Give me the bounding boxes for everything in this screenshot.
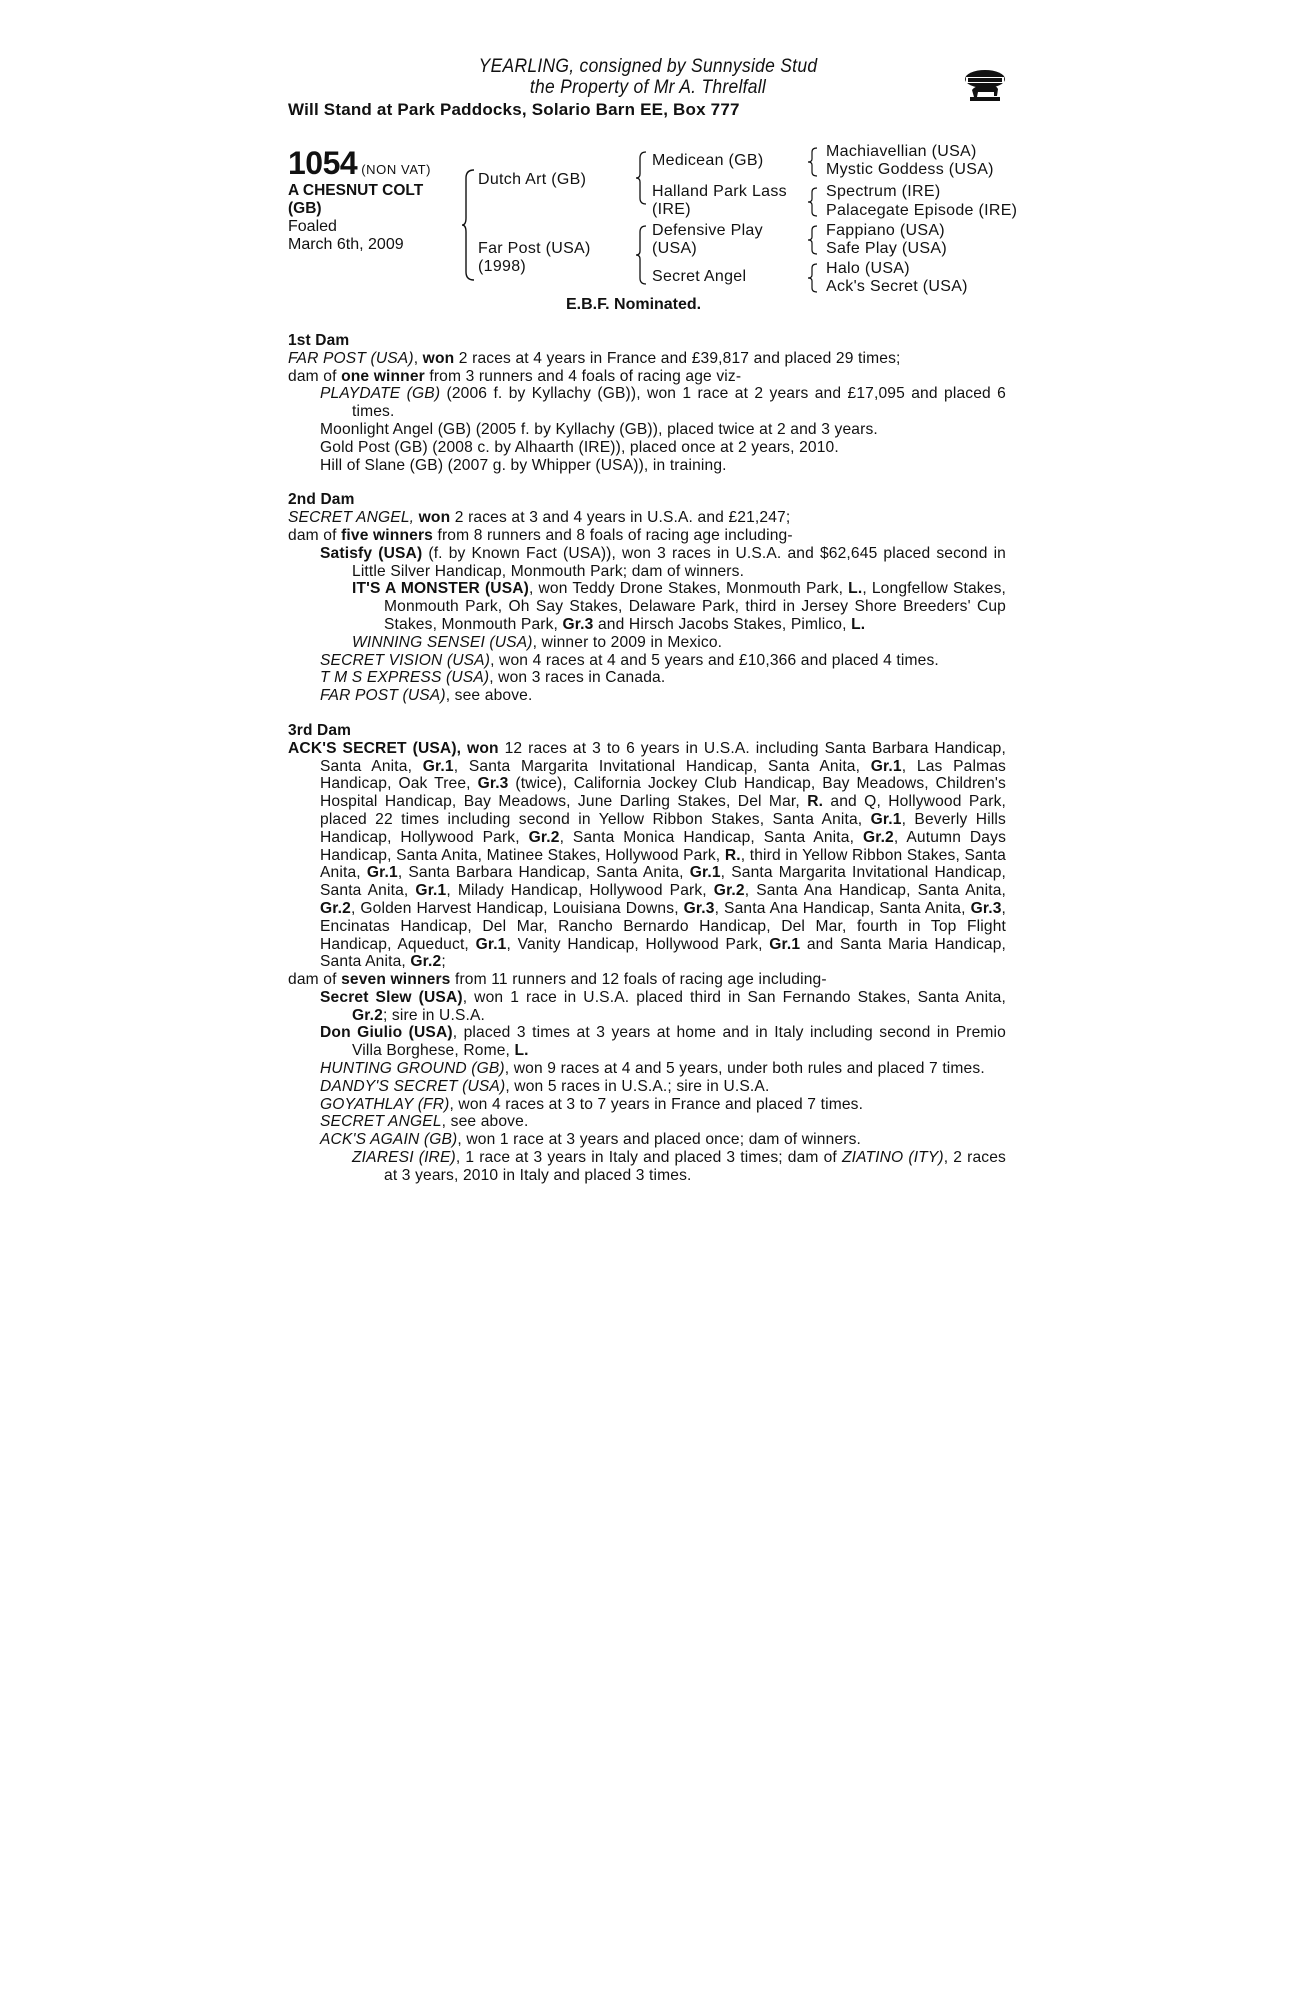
text-run: Gr.1 xyxy=(475,935,507,953)
vat-status: (NON VAT) xyxy=(361,162,432,177)
text-run: , Santa Monica Handicap, Santa Anita, xyxy=(559,828,855,846)
third-dam-line xyxy=(288,740,1006,971)
text-run: Gr.1 xyxy=(689,864,721,882)
text-run: , placed 3 times at 3 years at home and in Italy including second in Premio Villa Borghese, Rome, xyxy=(352,1024,1006,1060)
text-run: , won 4 races at 4 and 5 years and £10,366 and placed 4 times. xyxy=(490,651,939,669)
first-dam-produce-line xyxy=(288,368,1006,386)
pedigree-dam: Far Post (USA) xyxy=(478,240,591,257)
first-dam-record: 2 races at 4 years in France and £39,817 and placed 29 times; xyxy=(458,349,901,367)
text-run: (twice), California Jockey Club Handicap, Bay Meadows, Children's Hospital Handicap, Bay Meadows, June Darling Stakes, Del Mar, xyxy=(320,775,1007,811)
text-run: (2006 f. by Kyllachy (GB)), won 1 race at 2 years and £17,095 and placed 6 times. xyxy=(352,385,1006,421)
pedigree-g4: Palacegate Episode (IRE) xyxy=(826,202,1018,219)
text-run: five winners xyxy=(341,526,433,544)
pedigree-sire: Dutch Art (GB) xyxy=(478,171,587,188)
pedigree-g3: Spectrum (IRE) xyxy=(826,183,941,200)
text-run: , Santa Barbara Handicap, Santa Anita, xyxy=(397,864,684,882)
text-run: , Beverly Hills Handicap, Hollywood Park, xyxy=(320,810,1006,846)
text-run: and Hirsch Jacobs Stakes, Pimlico, xyxy=(597,615,847,633)
pedigree-g2: Mystic Goddess (USA) xyxy=(826,161,994,178)
first-dam-heading: 1st Dam xyxy=(288,332,350,349)
text-run: , won 1 race at 3 years and placed once; dam of winners. xyxy=(457,1131,862,1149)
text-run: Gr.3 xyxy=(683,899,715,917)
text-run: Gr.2 xyxy=(410,953,442,971)
text-run: , won 9 races at 4 and 5 years, under both rules and placed 7 times. xyxy=(504,1060,985,1078)
property-line: the Property of Mr A. Threlfall xyxy=(529,77,767,98)
third-dam-entry xyxy=(288,1096,1006,1114)
third-dam-entry xyxy=(288,989,1006,1025)
text-run: , 1 race at 3 years in Italy and placed 3 times; dam of xyxy=(455,1149,837,1167)
text-run: HUNTING GROUND (GB) xyxy=(320,1060,505,1078)
text-run: WINNING SENSEI (USA) xyxy=(352,633,533,651)
consignor-line: YEARLING, consigned by Sunnyside Stud xyxy=(478,56,818,77)
second-dam-produce-line xyxy=(288,527,1006,545)
pedigree-g7: Halo (USA) xyxy=(826,260,910,277)
first-dam-entry: Moonlight Angel (GB) (2005 f. by Kyllachy (GB)), placed twice at 2 and 3 years. xyxy=(320,420,878,438)
text-run: , Santa Ana Handicap, Santa Anita, xyxy=(744,882,1007,900)
foaled-date: March 6th, 2009 xyxy=(288,236,404,253)
first-dam-won: won xyxy=(422,349,455,367)
first-dam-line: FAR POST (USA), won 2 races at 4 years in France and £39,817 and placed 29 times; xyxy=(288,349,901,367)
first-dam-name: FAR POST (USA) xyxy=(288,349,414,367)
pedigree-dam-sire-line2: (USA) xyxy=(652,240,698,257)
pedigree-g5: Fappiano (USA) xyxy=(826,222,945,239)
pedigree-g8: Ack's Secret (USA) xyxy=(826,278,968,295)
text-run: SECRET VISION (USA) xyxy=(320,651,491,669)
text-run: ACK'S SECRET (USA) xyxy=(288,739,457,757)
ebf-nominated: E.B.F. Nominated. xyxy=(566,296,702,313)
text-run: , Santa Margarita Invitational Handicap, Santa Anita, xyxy=(453,757,861,775)
text-run: L. xyxy=(848,580,863,598)
text-run: , Santa Margarita Invitational Handicap, Santa Anita, xyxy=(320,864,1007,900)
first-dam-entry xyxy=(288,385,1006,421)
text-run: , see above. xyxy=(441,1113,529,1131)
text-run: , won 4 races at 3 to 7 years in France and placed 7 times. xyxy=(449,1095,864,1113)
pedigree-dam-dam: Secret Angel xyxy=(652,268,747,285)
text-run: won xyxy=(418,509,451,527)
text-run: seven winners xyxy=(341,971,451,989)
text-run: Gr.1 xyxy=(870,810,902,828)
text-run: dam of xyxy=(288,971,337,989)
third-dam-entry xyxy=(288,1060,1006,1078)
text-run: PLAYDATE (GB) xyxy=(320,385,441,403)
text-run: from 11 runners and 12 foals of racing age including- xyxy=(454,971,827,989)
second-dam-line xyxy=(288,509,1006,527)
text-run: , Longfellow Stakes, Monmouth Park, Oh Say Stakes, Delaware Park, third in Jersey Shore Breeders' Cup Stakes, Monmouth Park, xyxy=(384,580,1007,633)
pedigree-brace-g3 xyxy=(808,224,818,256)
text-run: Gr.1 xyxy=(422,757,454,775)
second-dam-sub-entry xyxy=(288,580,1006,633)
text-run: ; xyxy=(441,953,446,971)
lot-number-value: 1054 xyxy=(288,145,358,181)
text-run: FAR POST (USA) xyxy=(320,687,446,705)
text-run: , third in Yellow Ribbon Stakes, Santa Anita, xyxy=(320,846,1006,882)
third-dam-heading: 3rd Dam xyxy=(288,721,352,739)
pedigree-g1: Machiavellian (USA) xyxy=(826,143,977,160)
text-run: 2 races at 3 and 4 years in U.S.A. and £21,247; xyxy=(454,509,791,527)
text-run: , won 1 race in U.S.A. placed third in San Fernando Stakes, Santa Anita, xyxy=(462,988,1006,1006)
horse-country: (GB) xyxy=(288,200,322,217)
lot-description xyxy=(288,182,423,254)
text-run: IT'S A MONSTER (USA) xyxy=(352,580,529,598)
horse-name: A CHESNUT COLT xyxy=(288,182,424,199)
text-run: ZIATINO (ITY) xyxy=(841,1149,944,1167)
text-run: Gr.3 xyxy=(970,899,1002,917)
text-run: R. xyxy=(724,846,741,864)
text-run: ACK'S AGAIN (GB) xyxy=(320,1131,458,1149)
text-run: , winner to 2009 in Mexico. xyxy=(532,633,723,651)
pedigree-brace-g4 xyxy=(808,262,818,294)
text-run: , Santa Ana Handicap, Santa Anita, xyxy=(714,899,966,917)
foaled-label: Foaled xyxy=(288,218,337,235)
text-run: one winner xyxy=(341,367,425,385)
second-dam-entry xyxy=(288,687,1006,705)
pedigree-sire-sire: Medicean (GB) xyxy=(652,152,764,169)
second-dam-entry xyxy=(288,652,1006,670)
text-run: T M S EXPRESS (USA) xyxy=(320,669,490,687)
text-run: , won 5 races in U.S.A.; sire in U.S.A. xyxy=(505,1077,770,1095)
second-dam-sub-entry xyxy=(288,634,1006,652)
pedigree-g6: Safe Play (USA) xyxy=(826,240,947,257)
pedigree-dam-year: (1998) xyxy=(478,258,527,275)
text-run: Gr.3 xyxy=(477,775,509,793)
text-run: Gr.1 xyxy=(870,757,902,775)
second-dam-entry xyxy=(288,669,1006,687)
text-run: R. xyxy=(807,793,824,811)
text-run: dam of xyxy=(288,367,337,385)
third-dam-entry xyxy=(288,1024,1006,1060)
text-run: Gr.2 xyxy=(862,828,894,846)
first-dam-entry: Gold Post (GB) (2008 c. by Alhaarth (IRE)), placed once at 2 years, 2010. xyxy=(320,438,839,456)
text-run: from 3 runners and 4 foals of racing age viz- xyxy=(429,367,742,385)
text-run: and Santa Maria Handicap, Santa Anita, xyxy=(320,935,1007,971)
text-run: , Autumn Days Handicap, Santa Anita, Matinee Stakes, Hollywood Park, xyxy=(320,828,1007,864)
third-dam-entry xyxy=(288,1113,1006,1131)
text-run: Don Giulio (USA) xyxy=(320,1024,453,1042)
text-run: ZIARESI (IRE) xyxy=(352,1149,456,1167)
text-run: L. xyxy=(851,615,866,633)
catalogue-body xyxy=(288,332,1006,1185)
lot-number xyxy=(288,145,431,182)
text-run: Gr.3 xyxy=(562,615,594,633)
text-run: Gr.2 xyxy=(320,899,351,917)
text-run: , see above. xyxy=(445,687,533,705)
text-run: dam of xyxy=(288,526,337,544)
text-run: , Encinatas Handicap, Del Mar, Rancho Bernardo Handicap, Del Mar, fourth in Top Flight Handicap, Aqueduct, xyxy=(320,899,1007,953)
text-run: , Milady Handicap, Hollywood Park, xyxy=(446,882,707,900)
text-run: SECRET ANGEL xyxy=(320,1113,442,1131)
pedigree-brace-sire xyxy=(636,150,648,206)
text-run: (f. by Known Fact (USA)), won 3 races in U.S.A. and $62,645 placed second in Little Silver Handicap, Monmouth Park; dam of winners. xyxy=(352,544,1007,580)
text-run: , won Teddy Drone Stakes, Monmouth Park, xyxy=(529,580,844,598)
second-dam-entry xyxy=(288,545,1006,581)
text-run: L. xyxy=(514,1042,529,1060)
third-dam-entry xyxy=(288,1131,1006,1149)
text-run: , Las Palmas Handicap, Oak Tree, xyxy=(320,757,1007,793)
text-run: Gr.2 xyxy=(352,1006,383,1024)
text-run: Satisfy (USA) xyxy=(320,544,423,562)
auction-logo-icon xyxy=(962,66,1008,106)
text-run: GOYATHLAY (FR) xyxy=(320,1095,450,1113)
text-run: Gr.1 xyxy=(366,864,398,882)
pedigree-sire-dam-line1: Halland Park Lass xyxy=(652,183,787,200)
text-run: Gr.1 xyxy=(769,935,801,953)
text-run: and Q, Hollywood Park, placed 22 times including second in Yellow Ribbon Stakes, Santa Anita, xyxy=(320,793,1006,828)
text-run: Gr.1 xyxy=(415,882,447,900)
text-run: , won 3 races in Canada. xyxy=(489,669,666,687)
text-run: , Vanity Handicap, Hollywood Park, xyxy=(506,935,763,953)
pedigree-dam-sire-line1: Defensive Play xyxy=(652,222,763,239)
text-run: DANDY'S SECRET (USA) xyxy=(320,1077,506,1095)
second-dam-heading: 2nd Dam xyxy=(288,491,355,509)
pedigree-brace-sire-dam xyxy=(462,168,476,282)
location-line: Will Stand at Park Paddocks, Solario Barn EE, Box 777 xyxy=(288,100,740,119)
text-run: from 8 runners and 8 foals of racing age including- xyxy=(437,526,793,544)
text-run: SECRET ANGEL, xyxy=(288,509,415,527)
text-run: , 2 races at 3 years, 2010 in Italy and placed 3 times. xyxy=(384,1149,1006,1184)
lot-header xyxy=(288,56,1008,121)
text-run: , won xyxy=(456,739,499,757)
text-run: 12 races at 3 to 6 years in U.S.A. including Santa Barbara Handicap, Santa Anita, xyxy=(320,739,1006,775)
third-dam-produce-line xyxy=(288,971,1006,989)
third-dam-entry xyxy=(288,1078,1006,1096)
text-run: ; sire in U.S.A. xyxy=(382,1006,486,1024)
text-run: , Golden Harvest Handicap, Louisiana Downs, xyxy=(350,899,679,917)
text-run: Secret Slew (USA) xyxy=(320,988,463,1006)
pedigree-brace-dam xyxy=(636,224,648,286)
text-run: Gr.2 xyxy=(713,882,745,900)
pedigree-brace-g1 xyxy=(808,146,818,178)
third-dam-sub-entry xyxy=(288,1149,1006,1185)
pedigree-sire-dam-line2: (IRE) xyxy=(652,201,691,218)
text-run: Gr.2 xyxy=(528,828,560,846)
pedigree-brace-g2 xyxy=(808,186,818,218)
first-dam-entry: Hill of Slane (GB) (2007 g. by Whipper (USA)), in training. xyxy=(320,456,727,474)
